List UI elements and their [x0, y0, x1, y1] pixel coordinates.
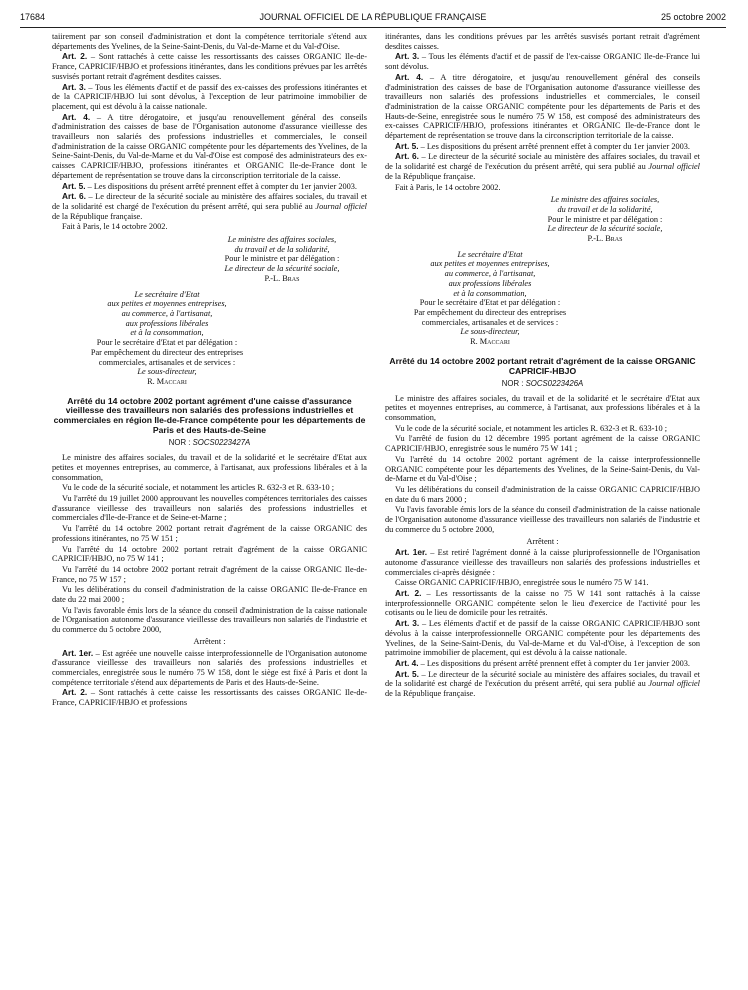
page-header [20, 12, 726, 24]
article-label: Art. 3. [395, 618, 420, 629]
article-label: Art. 6. [395, 151, 419, 162]
page-number: 17684 [20, 12, 46, 22]
signature-line: Le ministre des affaires sociales, [227, 235, 337, 245]
signature-line: Le secrétaire d'Etat [134, 289, 200, 299]
article-text: de la République française. [385, 171, 476, 181]
arretent: Arrêtent : [193, 636, 226, 646]
visa: Vu l'arrêté du 14 octobre 2002 portant agrément de la caisse interprofessionnelle ORGANIC compétente pour les départements des Yvelines, de la Seine-Saint-Denis, du Val-de-Marne et du Val-d'Oise ; [385, 454, 700, 484]
article-text: – Les ressortissants de la caisse no 75 W 141 sont rattachés à la caisse interprofessionnelle ORGANIC compétente selon le lieu d'exercice de l'activité pour les cotisants ou le lieu de domicile pour les retraités. [385, 589, 700, 618]
article-text: de la République française. [52, 211, 143, 221]
article-text: – Tous les éléments d'actif et de passif de l'ex-caisse ORGANIC Ile-de-France lui sont dévolus. [385, 52, 700, 72]
article-label: Art. 2. [62, 51, 88, 62]
signatory-name: R. Maccari [470, 337, 510, 347]
article-label: Art. 2. [62, 687, 88, 698]
signature-line: et à la consommation, [130, 328, 204, 338]
left-column [52, 32, 367, 709]
article-text: – Tous les éléments d'actif et de passif des ex-caisses des professions itinérantes et de la CAPRICIF/HBJO lui sont dévolus, à l'exception de leur patrimoine immobilier de placement, qui est dévolu à la caisse nationale. [52, 82, 368, 111]
article-text: – Le directeur de la sécurité sociale au ministère des affaires sociales, du travail et de la solidarité est chargé de l'exécution du présent arrêté, qui sera publié au [385, 669, 700, 689]
signature-line: aux professions libérales [448, 278, 532, 288]
signatory-name: P.-L. Bras [264, 273, 300, 283]
article-4 [385, 659, 700, 669]
article-text: – Les dispositions du présent arrêté prennent effet à compter du 1er janvier 2003. [85, 181, 357, 191]
article-label: Art. 5. [395, 668, 419, 679]
visa: Vu l'arrêté du 14 octobre 2002 portant retrait d'agrément de la caisse ORGANIC des professions itinérantes, no 75 W 151 ; [52, 524, 367, 543]
preamble: Le ministre des affaires sociales, du travail et de la solidarité et le secrétaire d'Etat aux petites et moyennes entreprises, au commerce, à l'artisanat, aux professions libérales et à la consommation, [52, 453, 367, 482]
nor-reference [52, 438, 367, 447]
article-5 [385, 142, 700, 152]
right-column [385, 32, 700, 700]
signature-line: Pour le secrétaire d'Etat et par délégation : [419, 298, 561, 308]
arretent: Arrêtent : [526, 536, 559, 546]
signatory-name: R. Maccari [147, 376, 187, 386]
nor-code: SOCS0223427A [192, 438, 251, 448]
signature-line: Le sous-directeur, [137, 367, 197, 377]
article-6 [385, 152, 700, 181]
article-label: Art. 4. [62, 111, 91, 122]
article-label: Art. 1er. [395, 547, 428, 558]
continuation-text: taiirement par son conseil d'administration et dont la compétence territoriale s'étend aux départements des Yvelines, de la Seine-Saint-Denis, du Val-de-Marne et du Val-d'Oise. [52, 32, 367, 51]
signature-line: au commerce, à l'artisanat, [444, 269, 536, 279]
nor-code: SOCS0223426A [525, 378, 584, 388]
article-5 [385, 670, 700, 699]
preamble: Le ministre des affaires sociales, du travail et de la solidarité et le secrétaire d'Etat aux petites et moyennes entreprises, au commerce, à l'artisanat, aux professions libérales et à la consommation, [385, 393, 700, 423]
signature-line: Pour le ministre et par délégation : [224, 254, 340, 264]
article-label: Art. 4. [395, 657, 419, 668]
article-label: Art. 5. [62, 180, 86, 191]
signature-line: aux petites et moyennes entreprises, [430, 259, 550, 269]
article-2 [52, 52, 367, 81]
visa: Vu l'avis favorable émis lors de la séance du conseil d'administration de la caisse nationale de l'Organisation autonome d'assurance vieillesse des travailleurs non salariés de l'industrie et du commerce du 5 octobre 2000, [385, 505, 700, 534]
signature-line: Pour le secrétaire d'Etat et par délégation : [96, 338, 238, 348]
article-text: – Est agréée une nouvelle caisse interprofessionnelle de l'Organisation autonome d'assurance vieillesse des travailleurs non salariés des professions industrielles et commerciales, enregistrée sous le numéro 75 W 158, dont le siège est fixé à Paris et dont la compétence territoriale s'étend aux départements de Paris et des Hauts-de-Seine. [52, 648, 367, 687]
article-3 [385, 619, 700, 658]
signature-line: au commerce, à l'artisanat, [121, 308, 213, 318]
signature-line: du travail et de la solidarité, [234, 244, 330, 254]
signature-line: Par empêchement du directeur des entreprises [413, 307, 567, 317]
journal-ref: Journal officiel [315, 201, 367, 211]
fait-a-paris: Fait à Paris, le 14 octobre 2002. [62, 222, 168, 232]
article-text: – Le directeur de la sécurité sociale au ministère des affaires sociales, du travail et de la solidarité est chargé de l'exécution du présent arrêté, qui sera publié au [385, 152, 700, 172]
signature-line: et à la consommation, [453, 288, 527, 298]
article-1-designation: Caisse ORGANIC CAPRICIF/HBJO, enregistrée sous le numéro 75 W 141. [395, 578, 649, 588]
fait-a-paris: Fait à Paris, le 14 octobre 2002. [395, 182, 501, 192]
signature-line: aux professions libérales [125, 318, 209, 328]
article-label: Art. 1er. [62, 647, 94, 658]
article-text: – Est retiré l'agrément donné à la caisse pluriprofessionnelle de l'Organisation autonome d'assurance vieillesse des travailleurs non salariés des professions industrielles et commerciales ci-après désignée : [385, 548, 700, 577]
article-label: Art. 3. [395, 51, 420, 62]
article-5 [52, 182, 367, 192]
visa: Vu l'avis favorable émis lors de la séance du conseil d'administration de la caisse nationale de l'Organisation autonome d'assurance vieillesse des travailleurs non salariés de l'industrie et du commerce du 5 octobre 2000, [52, 605, 367, 635]
nor-label: NOR : [501, 378, 526, 388]
nor-reference [385, 379, 700, 388]
signature-line: Le directeur de la sécurité sociale, [547, 224, 663, 234]
journal-ref: Journal officiel [648, 679, 700, 689]
signature-line: Le directeur de la sécurité sociale, [224, 264, 340, 274]
article-text: de la République française. [385, 689, 476, 699]
article-text: – Sont rattachés à cette caisse les ressortissants des caisses ORGANIC Ile-de-France, CAPRICIF/HBJO et professions [52, 688, 367, 708]
journal-title: JOURNAL OFFICIEL DE LA RÉPUBLIQUE FRANÇAISE [259, 12, 487, 22]
visa: Vu le code de la sécurité sociale, et notamment les articles R. 632-3 et R. 633-10 ; [62, 483, 335, 493]
article-3 [52, 83, 367, 112]
signature-line: Le secrétaire d'Etat [457, 249, 523, 259]
visa: Vu l'arrêté du 14 octobre 2002 portant retrait d'agrément de la caisse ORGANIC Ile-de-France, no 75 W 157 ; [52, 564, 367, 584]
journal-ref: Journal officiel [648, 162, 700, 172]
signature-line: Par empêchement du directeur des entreprises [90, 347, 244, 357]
visa: Vu le code de la sécurité sociale, et notamment les articles R. 632-3 et R. 633-10 ; [395, 423, 668, 433]
article-text: – Les éléments d'actif et de passif de la caisse ORGANIC CAPRICIF/HBJO sont dévolus à la caisse interprofessionnelle ORGANIC compétente pour les départements des Yvelines, de la Seine-Saint-Denis, du Val-de-Marne et du Val-d'Oise, à l'exception de son patrimoine immobilier de placement, qui est dévolu à la caisse nationale. [385, 619, 701, 658]
article-label: Art. 3. [62, 81, 86, 92]
header-rule [20, 27, 726, 28]
article-1 [385, 548, 700, 577]
signature-line: aux petites et moyennes entreprises, [107, 299, 227, 309]
article-text: – Le directeur de la sécurité sociale au ministère des affaires sociales, du travail et de la solidarité est chargé de l'exécution du présent arrêté, qui sera publié au [52, 192, 367, 211]
decree-title: Arrêté du 14 octobre 2002 portant agrément d'une caisse d'assurance vieillesse des travailleurs non salariés des professions industrielles et commerciales en région Ile-de-France compétente pour les départements de Paris et des Hauts-de-Seine [53, 395, 366, 436]
article-2 [52, 688, 367, 707]
visa: Vu les délibérations du conseil d'administration de la caisse ORGANIC Ile-de-France en date du 22 mai 2000 ; [52, 585, 367, 605]
article-text: – Sont rattachés à cette caisse les ressortissants des caisses ORGANIC Ile-de-France, CAPRICIF/HBJO et professions itinérantes, dans les conditions prévues par les arrêtés susvisés portant retrait d'agrément desdites caisses. [52, 52, 367, 81]
visa: Vu les délibérations du conseil d'administration de la caisse ORGANIC CAPRICIF/HBJO en date du 6 mars 2000 ; [385, 484, 700, 504]
signature-line: Pour le ministre et par délégation : [547, 214, 663, 224]
signature-line: du travail et de la solidarité, [557, 204, 653, 214]
article-6 [52, 192, 367, 221]
issue-date: 25 octobre 2002 [660, 12, 726, 22]
signature-block-minister [505, 195, 695, 244]
visa: Vu l'arrêté du 19 juillet 2000 approuvant les nouvelles compétences territoriales des caisses d'assurance vieillesse des travailleurs non salariés des professions industrielles et commerciales d'Ile-de-France et de Seine-et-Marne ; [52, 494, 367, 523]
article-4 [385, 73, 700, 141]
article-1 [52, 649, 367, 688]
visa: Vu l'arrêté du 14 octobre 2002 portant retrait d'agrément de la caisse ORGANIC CAPRICIF/HBJO, no 75 W 141 ; [52, 544, 367, 564]
article-label: Art. 5. [395, 140, 419, 151]
decree-title: Arrêté du 14 octobre 2002 portant retrait d'agrément de la caisse ORGANIC CAPRICIF-HBJO [389, 355, 696, 376]
article-3 [385, 52, 700, 71]
signatory-name: P.-L. Bras [587, 234, 623, 244]
signature-line: Le ministre des affaires sociales, [550, 195, 660, 205]
article-text: – Les dispositions du présent arrêté prennent effet à compter du 1er janvier 2003. [418, 141, 690, 151]
nor-label: NOR : [168, 438, 193, 448]
continuation-text: itinérantes, dans les conditions prévues par les arrêtés susvisés portant retrait d'agrément desdites caisses. [385, 32, 700, 51]
article-label: Art. 4. [395, 71, 424, 82]
article-4 [52, 113, 367, 181]
signature-block-minister [187, 235, 367, 284]
article-label: Art. 6. [62, 191, 86, 202]
article-label: Art. 2. [395, 588, 422, 599]
signature-line: commerciales, artisanales et de services : [98, 357, 236, 367]
signature-block-secretary [385, 250, 585, 347]
article-text: – Les dispositions du présent arrêté prennent effet à compter du 1er janvier 2003. [418, 658, 690, 668]
article-text: – A titre dérogatoire, et jusqu'au renouvellement général des conseils d'administration des caisses de base de l'Organisation autonome d'assurance vieillesse des travailleurs non salariés des professions industrielles et commerciales, le conseil d'administration de la caisse ORGANIC compétente pour les départements des Yvelines, de la Seine-Saint-Denis, du Val-de-Marne et du Val-d'Oise est composé des administrateurs des ex-caisses CAPRICIF/HBJO, professions itinérantes et ORGANIC Ile-de-France dont le département de représentation se trouve dans la circonscription territoriale de la caisse. [52, 112, 367, 180]
article-2 [385, 589, 700, 618]
signature-line: commerciales, artisanales et de services : [421, 317, 559, 327]
signature-line: Le sous-directeur, [460, 327, 520, 337]
visa: Vu l'arrêté de fusion du 12 décembre 1995 portant agrément de la caisse ORGANIC CAPRICIF/HBJO, enregistrée sous le numéro 75 W 141 ; [385, 434, 700, 454]
article-text: – A titre dérogatoire, et jusqu'au renouvellement général des conseils d'administration des caisses de base de l'Organisation autonome d'assurance vieillesse des travailleurs non salariés des professions industrielles et commerciales, le conseil d'administration de la caisse ORGANIC compétente pour les départements de Paris et des Hauts-de-Seine, enregistrée sous le numéro 75 W 158, est composé des administrateurs des ex-caisses CAPRICIF/HBJO, professions itinérantes et ORGANIC Ile-de-France dont le département de représentation se trouve dans la circonscription territoriale de la caisse. [385, 72, 700, 141]
signature-block-secretary [62, 290, 262, 387]
